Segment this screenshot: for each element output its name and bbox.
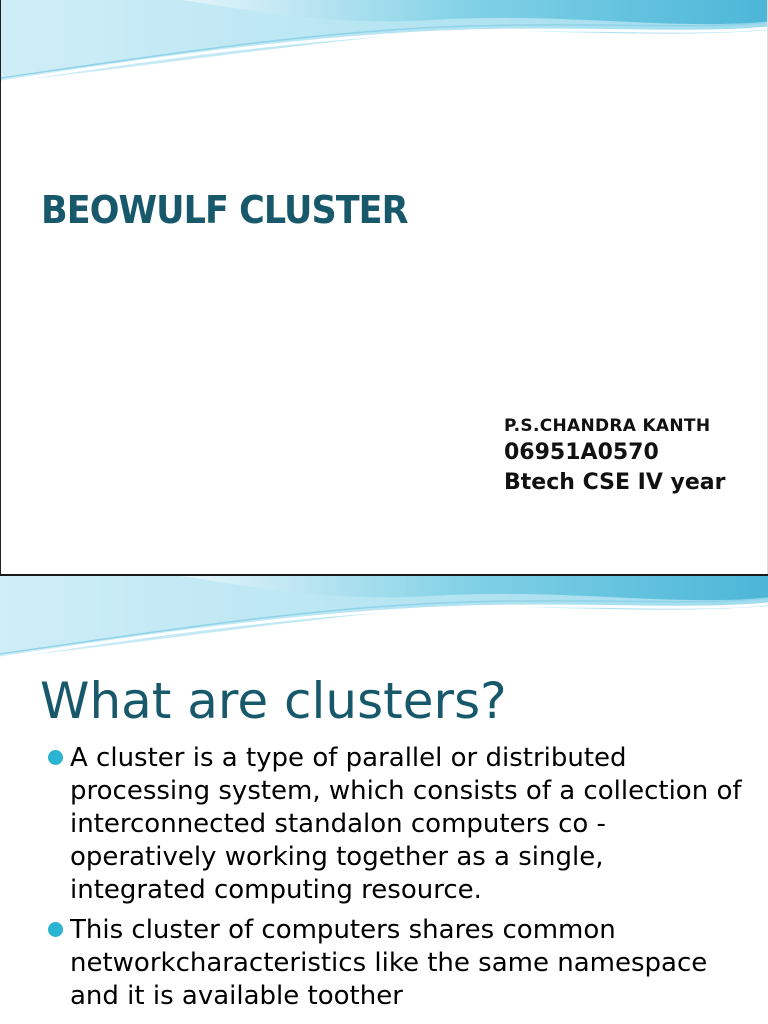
header-wave-decoration — [0, 576, 768, 666]
bullet-dot-icon — [48, 750, 63, 765]
presenter-info — [504, 414, 725, 498]
roll-number: 06951A0570 — [504, 440, 659, 465]
slide-title-heading: BEOWULF CLUSTER — [41, 188, 408, 232]
bullet-text: This cluster of computers shares common networkcharacteristics like the same namespace and it is available toother — [70, 915, 708, 1011]
slide-heading: What are clusters? — [40, 672, 507, 730]
bullet-item — [44, 742, 744, 907]
bullet-dot-icon — [48, 922, 63, 937]
bullet-list — [44, 742, 744, 1020]
course-info: Btech CSE IV year — [504, 470, 726, 495]
header-wave-decoration — [1, 0, 768, 90]
bullet-item — [44, 914, 744, 1013]
slide-what-are-clusters — [0, 576, 768, 1024]
presenter-name: P.S.CHANDRA KANTH — [504, 416, 711, 436]
bullet-text: A cluster is a type of parallel or distributed processing system, which consists of a collection of interconnected standalon computers co - operatively working together as a single, integrated computing resource. — [70, 743, 742, 905]
